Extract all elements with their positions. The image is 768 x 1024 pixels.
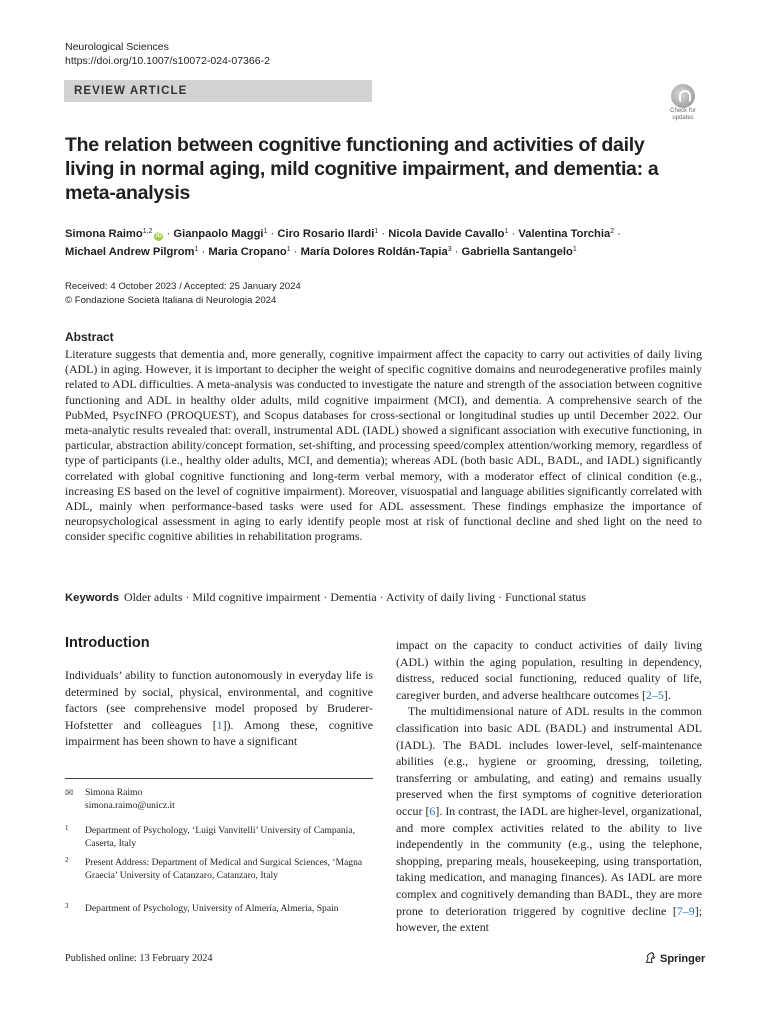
crossmark-icon — [671, 84, 695, 108]
envelope-icon: ✉ — [65, 788, 74, 799]
author[interactable]: Ciro Rosario Ilardi$^1$ — [277, 228, 379, 240]
affiliation: 1 Department of Psychology, ‘Luigi Vanvitelli’ University of Campania, Caserta, Italy — [65, 824, 355, 849]
orcid-icon[interactable]: iD — [155, 233, 162, 239]
crossmark-badge[interactable] — [664, 84, 702, 124]
author[interactable]: Simona Raimo$^{1,2}$iD — [65, 228, 162, 240]
author[interactable]: Nicola Davide Cavallo$^1$ — [388, 228, 509, 240]
publisher-logo — [644, 951, 705, 965]
citation-link[interactable]: 6 — [429, 803, 436, 818]
author[interactable]: Gabriella Santangelo$^1$ — [461, 246, 577, 258]
published-online: Published online: 13 February 2024 — [65, 953, 213, 964]
corresponding-author: Simona Raimo — [85, 787, 143, 798]
received-accepted: Received: 4 October 2023 / Accepted: 25 January 2024 — [65, 281, 301, 292]
affiliation: 2 Present Address: Department of Medical and Surgical Sciences, ‘Magna Graecia’ University of Catanzaro, Catanzaro, Italy — [65, 856, 363, 881]
doi-link[interactable]: https://doi.org/10.1007/s10072-024-07366-2 — [65, 55, 270, 67]
springer-horse-icon — [644, 951, 657, 964]
paragraph: The multidimensional nature of ADL results in the common classification into basic ADL (BADL) and instrumental ADL (IADL). The BADL includes lower-level, self-maintenance abilities (e.g., hygiene or grooming, dressing, toileting, transferring or ambulating, and eating) and remains usually preserved when the first symptoms of cognitive deterioration occur [6]. In contrast, the IADL are higher-level, organizational, and more complex activities related to the ability to live independently in the community (e.g., using the telephone, shopping, preparing meals, housekeeping, using transportation, taking medication, and managing finances). As IADL are more complex and cognitively demanding than BADL, they are more prone to deterioration triggered by cognitive decline [7–9]; however, the extent — [396, 704, 702, 935]
introduction-heading: Introduction — [65, 635, 150, 651]
article-dates — [65, 280, 301, 308]
citation-link[interactable]: 1 — [216, 717, 223, 732]
crossmark-label-2: updates — [672, 115, 694, 121]
author[interactable]: Michael Andrew Pilgrom$^1$ — [65, 246, 199, 258]
correspondence — [65, 786, 373, 812]
introduction-right-column — [396, 637, 702, 936]
keywords — [65, 589, 705, 606]
article-title: The relation between cognitive functioning and activities of daily living in normal aging, mild cognitive impairment, and dementia: a meta-analysis — [65, 134, 659, 204]
author-list: Simona Raimo$^{1,2}$iD · Gianpaolo Maggi$^1$ · Ciro Rosario Ilardi$^1$ · Nicola Davide Cavallo$^1$ · Valentina Torchia$^2$ · Michael Andrew Pilgrom$^1$ · Maria Cropano$^1$ · María Dolores Roldán-Tapia$^3$ · Gabriella Santangelo$^1$ — [65, 228, 621, 258]
corresponding-email[interactable]: simona.raimo@unicz.it — [85, 800, 175, 811]
copyright: © Fondazione Società Italiana di Neurologia 2024 — [65, 295, 277, 306]
abstract-heading: Abstract — [65, 330, 114, 344]
keywords-heading: Keywords — [65, 592, 119, 604]
citation-link[interactable]: 7–9 — [676, 903, 695, 918]
paragraph: impact on the capacity to conduct activities of daily living (ADL) within the aging population, resulting in dependency, distress, reduced social functioning, reduced quality of life, caregiver burden, and adverse healthcare outcomes [2–5]. — [396, 638, 702, 702]
author[interactable]: María Dolores Roldán-Tapia$^3$ — [300, 246, 452, 258]
crossmark-label-1: Check for — [670, 108, 696, 114]
journal-name: Neurological Sciences — [65, 41, 169, 53]
abstract-text: Literature suggests that dementia and, more generally, cognitive impairment affect the capacity to carry out activities of daily living (ADL) in aging. However, it is important to decipher the weight of specific cognitive domains and neurodegenerative profiles mainly related to ADL difficulties. A meta-analysis was conducted to investigate the nature and strength of the association between cognitive functioning and ADL in healthy older adults, mild cognitive impairment (MCI), and dementia. A comprehensive search of the PubMed, PsycINFO (PROQUEST), and Scopus databases for cross-sectional or longitudinal studies up until December 2022. Our meta-analytic results revealed that: overall, instrumental ADL (IADL) showed a significant association with executive functioning, in particular, abstraction ability/concept formation, set-shifting, and processing speed/complex attention/working memory, regardless of type of participants (i.e., healthy older adults, MCI, and dementia); whereas ADL (both basic ADL, BADL, and IADL) significantly correlated with global cognitive functioning and long-term verbal memory, with a moderator effect of clinical condition (e.g., increasing ES based on the level of cognitive impairment). Moreover, visuospatial and language abilities significantly correlated with ADL, mainly when performance-based tasks were used for ADL assessment. These findings emphasize the importance of neuropsychological assessment in aging to early identify people most at risk of functional decline and shed light on the need to consider specific cognitive abilities in rehabilitation programs. — [65, 347, 702, 544]
keywords-list: Older adults · Mild cognitive impairment · Dementia · Activity of daily living · Functional status — [124, 590, 586, 604]
journal-header — [65, 40, 270, 68]
author[interactable]: Gianpaolo Maggi$^1$ — [173, 228, 268, 240]
author[interactable]: Maria Cropano$^1$ — [208, 246, 291, 258]
footnote-divider — [65, 778, 373, 779]
article-type-banner: REVIEW ARTICLE — [64, 80, 372, 102]
affiliation: 3 Department of Psychology, University of Almería, Almería, Spain — [65, 902, 339, 914]
citation-link[interactable]: 2–5 — [645, 687, 664, 702]
author[interactable]: Valentina Torchia$^2$ — [518, 228, 615, 240]
introduction-left-column: Individuals’ ability to function autonomously in everyday life is determined by social, physical, environmental, and cognitive factors (see comprehensive model proposed by Bruderer-Hofstetter and colleagues [1]). Among these, cognitive impairment has been shown to have a significant — [65, 668, 373, 749]
publisher-name: Springer — [660, 953, 706, 965]
